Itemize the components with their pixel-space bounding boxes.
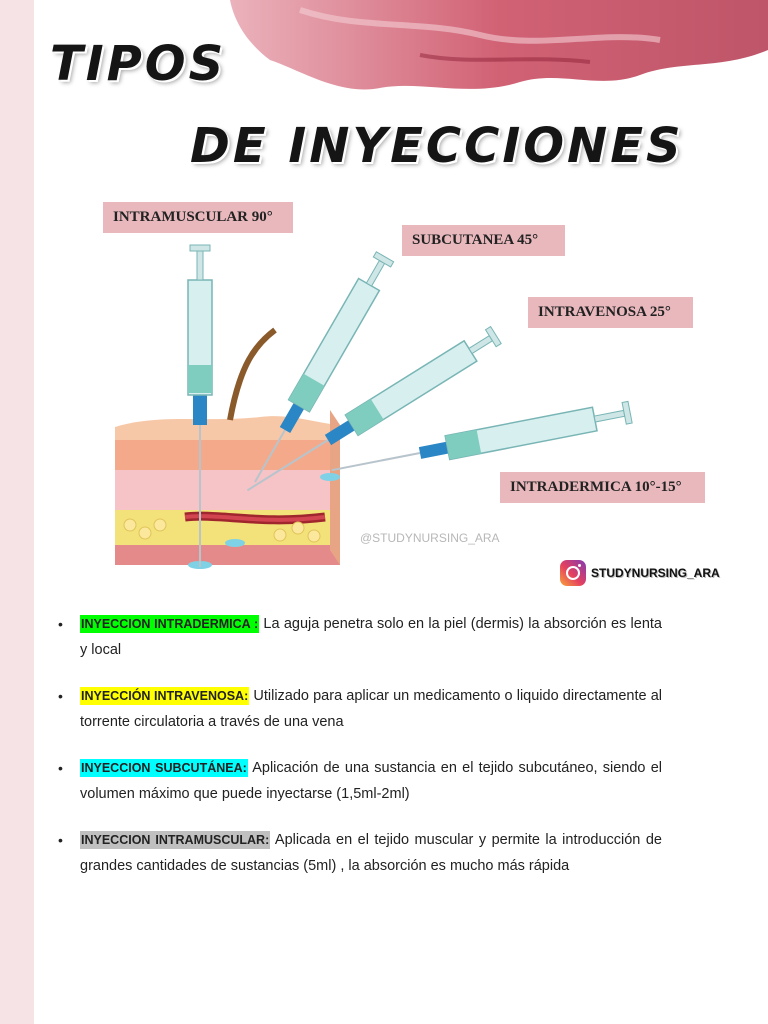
title-line-2: DE INYECCIONES [190,118,684,174]
instagram-handle: STUDYNURSING_ARA [591,566,720,580]
label-subcutanea: SUBCUTANEA 45° [402,225,565,256]
left-decorative-strip [0,0,34,1024]
description-intradermica: La aguja penetra solo en la piel (dermis) la absorción es lenta y local [80,616,662,658]
figure-watermark: @STUDYNURSING_ARA [360,531,500,545]
term-intramuscular: INYECCION INTRAMUSCULAR: [81,833,270,847]
bullet-icon: • [58,832,63,848]
term-subcutanea: INYECCION SUBCUTÁNEA: [81,761,247,775]
label-intravenosa: INTRAVENOSA 25° [528,297,693,328]
bullet-icon: • [58,616,63,632]
bullet-icon: • [58,688,63,704]
list-item-intradermica [58,611,662,663]
term-intradermica: INYECCION INTRADERMICA : [81,617,259,631]
list-item-subcutanea [58,755,662,807]
list-item-intramuscular [58,827,662,879]
term-intravenosa: INYECCIÓN INTRAVENOSA: [81,689,249,703]
description-intramuscular: Aplicada en el tejido muscular y permite la introducción de grandes cantidades de sustancias (5ml) , la absorción es mucho más rápida [80,832,662,874]
label-intramuscular: INTRAMUSCULAR 90° [103,202,293,233]
bullet-icon: • [58,760,63,776]
description-intravenosa: Utilizado para aplicar un medicamento o liquido directamente al torrente circulatoria a través de una vena [80,688,662,730]
list-item-intravenosa [58,683,662,735]
instagram-credit [560,560,720,586]
title-line-1: TIPOS [50,36,227,92]
description-subcutanea: Aplicación de una sustancia en el tejido subcutáneo, siendo el volumen máximo que puede inyectarse (1,5ml-2ml) [80,760,662,802]
label-intradermica: INTRADERMICA 10°-15° [500,472,705,503]
skin-block [115,330,340,569]
injection-types-list [58,611,662,899]
instagram-icon [560,560,586,586]
